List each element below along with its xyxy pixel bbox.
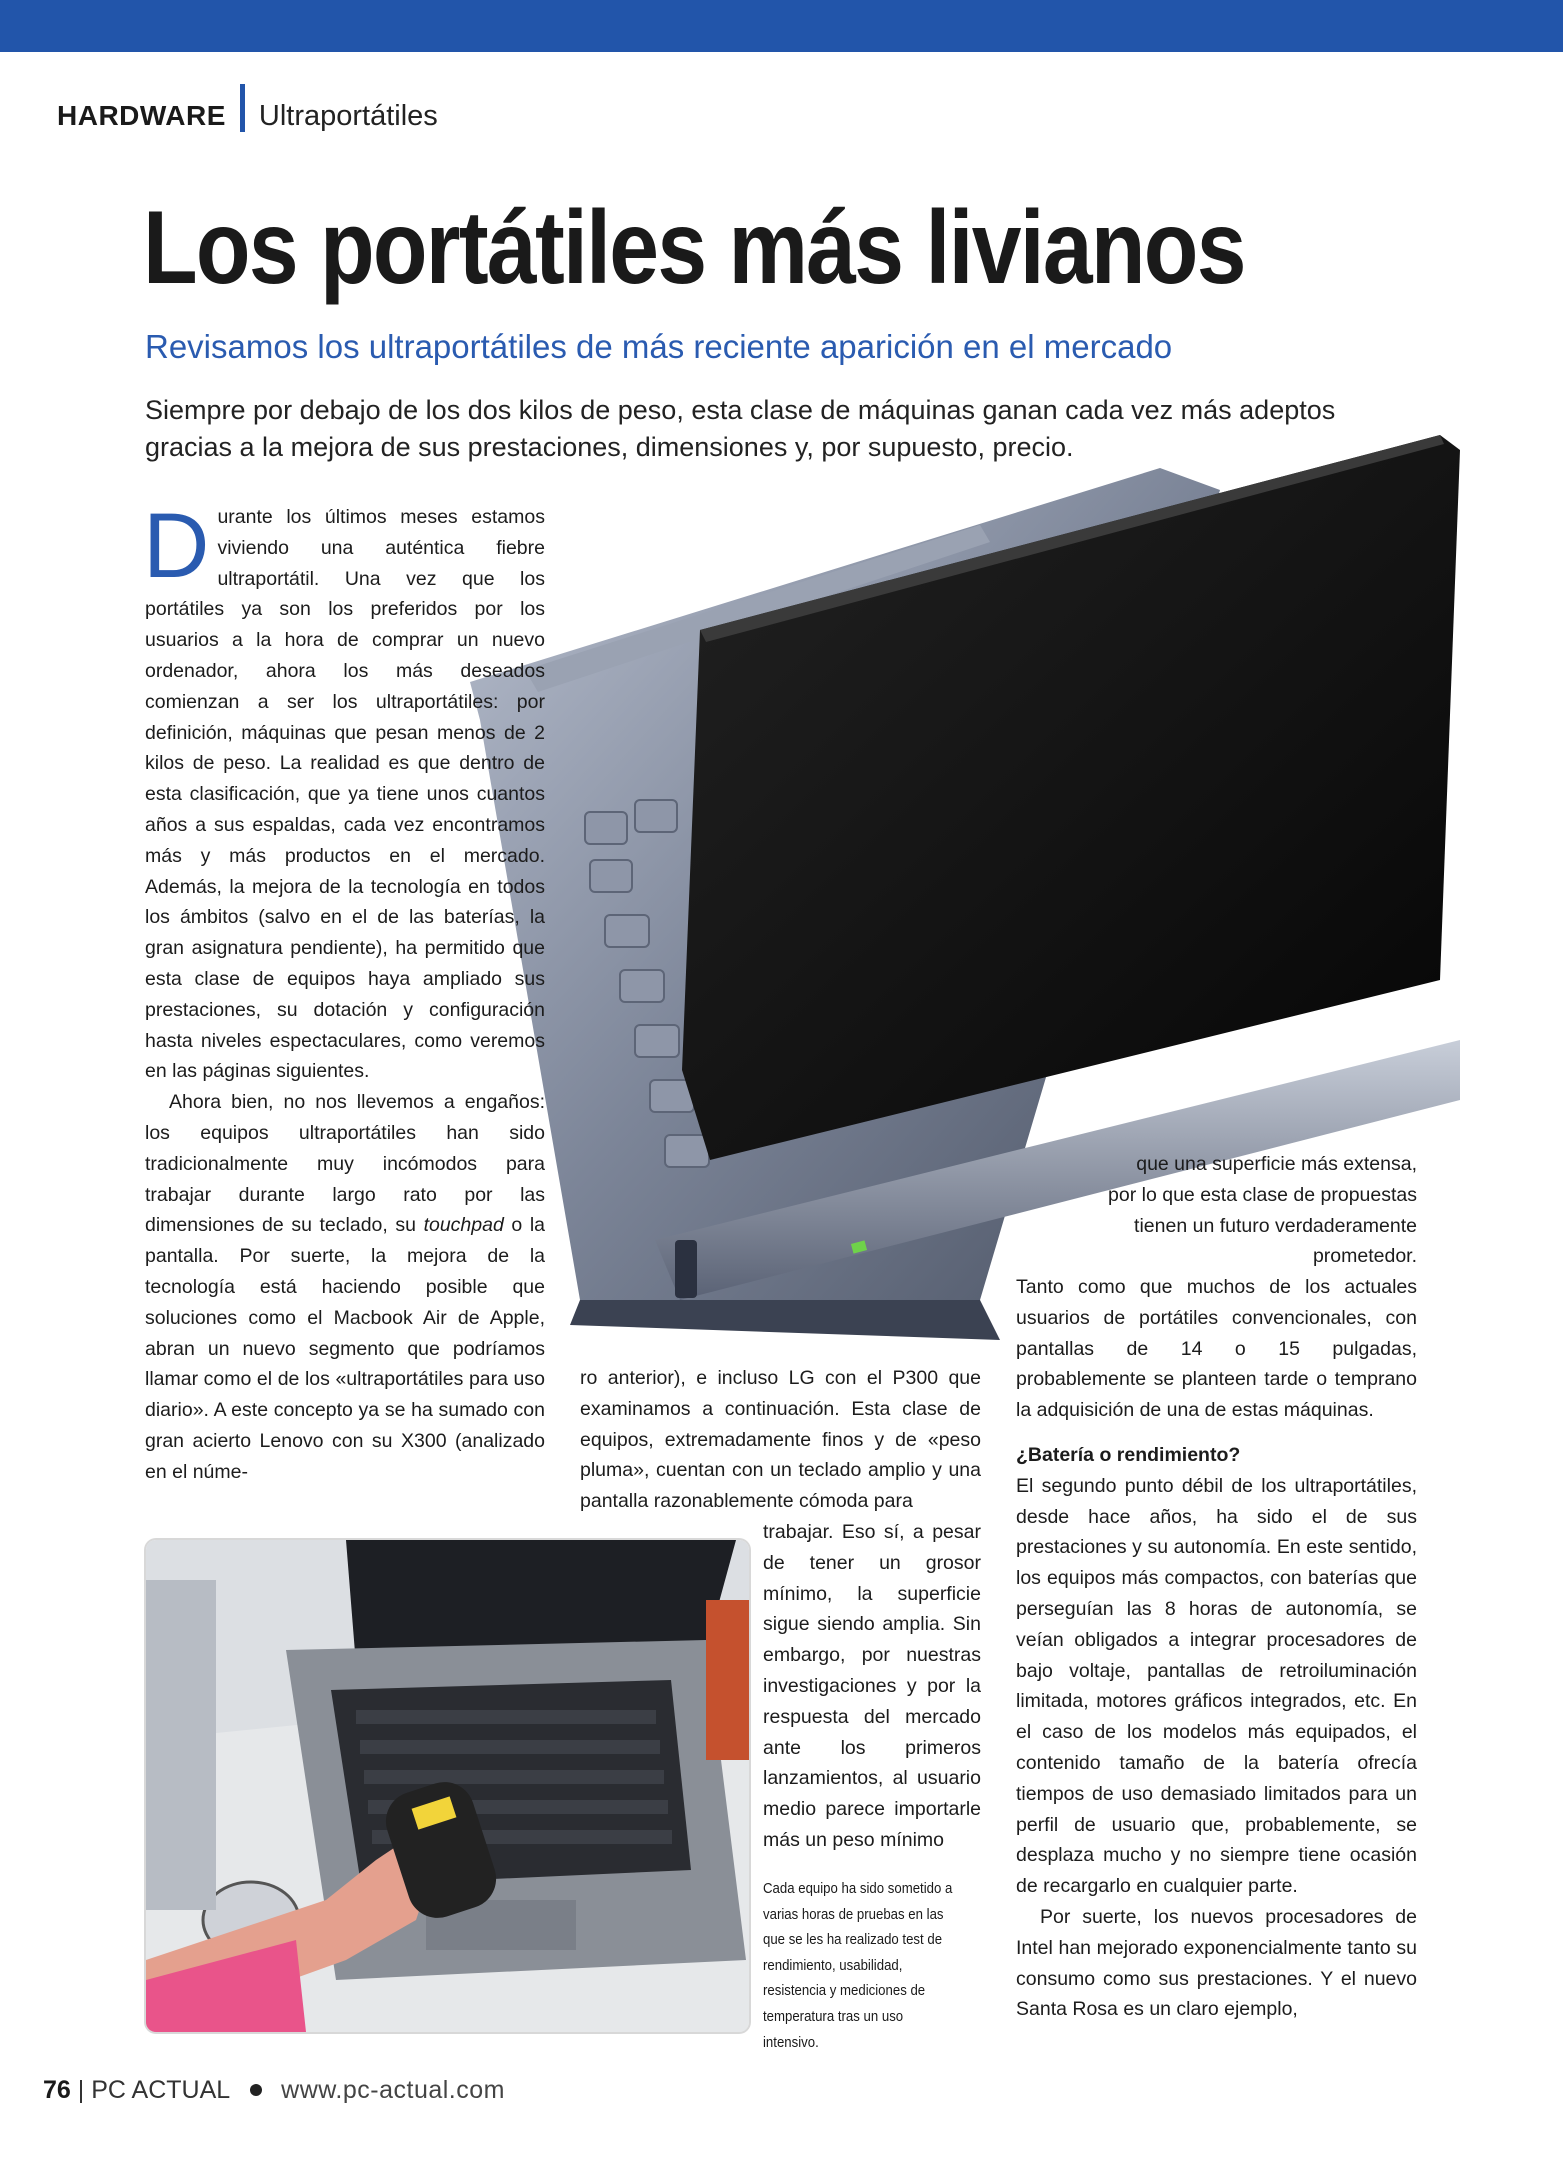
article-subtitle: Revisamos los ultraportátiles de más reciente aparición en el mercado bbox=[145, 328, 1173, 365]
col2-top-text: ro anterior), e incluso LG con el P300 que examinamos a continuación. Esta clase de equipos, extremadamente finos y de «peso pluma», cuentan con un teclado amplio y una pantalla razonablemente cómoda para bbox=[580, 1367, 981, 1513]
column-3 bbox=[1016, 1272, 1417, 2025]
col1-p1-text: urante los últimos meses estamos viviendo una auténtica fiebre ultraportátil. Una vez que los portátiles ya son los preferidos por los usuarios a la hora de comprar un nuevo ordenador, ahora los más deseados comienzan a ser los ultraportátiles: por definición, máquinas que pesan menos de 2 kilos de peso. La realidad es que dentro de esta clasificación, que ya tiene unos cuantos años a sus espaldas, cada vez encontramos más y más productos en el mercado. Además, la mejora de la tecnología en todos los ámbitos (salvo en el de las baterías, la gran asignatura pendiente), ha permitido que esta clase de equipos haya ampliado sus prestaciones, su dotación y configuración hasta niveles espectaculares, como veremos en las páginas siguientes. bbox=[145, 506, 545, 1083]
section-header bbox=[57, 96, 438, 136]
footer-divider: | bbox=[77, 2076, 92, 2104]
col1-p2-text-b: o la pantalla. Por suerte, la mejora de la tecnología está haciendo posible que soluciones como el Macbook Air de Apple, abran un nuevo segmento que podríamos llamar como el de los «ultraportátiles para uso diario». A este concepto ya se ha sumado con gran acierto Lenovo con su X300 (analizado en el núme- bbox=[145, 1214, 545, 1483]
col3-p2: El segundo punto débil de los ultraportátiles, desde hace años, ha sido el de sus prestaciones y su autonomía. En este sentido, los equipos más compactos, con baterías que perseguían las 8 horas de autonomía, se veían obligados a integrar procesadores de bajo voltaje, pantallas de retroiluminación limitada, motores gráficos integrados, etc. En el caso de los modelos más equipados, el contenido tamaño de la batería ofrecía tiempos de uso demasiado limitados para un perfil de usuario que, probablemente, se desplaza mucho y no siempre tiene ocasión de recargarlo en cualquier parte. bbox=[1016, 1474, 1417, 1898]
magazine-url: www.pc-actual.com bbox=[281, 2076, 505, 2104]
testing-photo-image bbox=[146, 1540, 749, 2032]
column-2 bbox=[580, 1363, 981, 1517]
column-1 bbox=[143, 495, 545, 1488]
column-3-wrap bbox=[1016, 1149, 1417, 1272]
section-divider bbox=[240, 84, 245, 132]
bullet-dot-icon bbox=[250, 2084, 262, 2096]
section-heading-bateria: ¿Batería o rendimiento? bbox=[1016, 1443, 1241, 1466]
col1-p2-emphasis: touchpad bbox=[423, 1214, 504, 1237]
article-title: Los portátiles más livianos bbox=[143, 190, 1245, 306]
paragraph-intro bbox=[143, 495, 545, 1087]
col3-p1: Tanto como que muchos de los actuales usuarios de portátiles convencionales, con pantallas de 14 o 15 pulgadas, probablemente se planteen tarde o temprano la adquisición de una de estas máquinas. bbox=[1016, 1276, 1417, 1422]
paragraph-2 bbox=[145, 1087, 545, 1487]
section-label: HARDWARE bbox=[57, 100, 226, 131]
subsection-label: Ultraportátiles bbox=[258, 99, 438, 132]
article-lead: Siempre por debajo de los dos kilos de peso, esta clase de máquinas ganan cada vez más adeptos gracias a la mejora de sus prestaciones, dimensiones y, por supuesto, precio. bbox=[145, 395, 1336, 462]
col3-p3: Por suerte, los nuevos procesadores de Intel han mejorado exponencialmente tanto su consumo como sus prestaciones. Y el nuevo Santa Rosa es un claro ejemplo, bbox=[1016, 1905, 1417, 2021]
dropcap-letter: D bbox=[143, 495, 210, 597]
magazine-name: PC ACTUAL bbox=[91, 2076, 230, 2104]
page-number: 76 bbox=[43, 2076, 71, 2104]
top-color-bar bbox=[0, 0, 1563, 52]
col3-wrap-text: que una superficie más extensa, por lo que esta clase de propuestas tienen un futuro verdaderamente prometedor. bbox=[1108, 1153, 1417, 1268]
column-2-side bbox=[763, 1517, 981, 1856]
page-footer bbox=[43, 2076, 505, 2105]
photo-caption: Cada equipo ha sido sometido a varias horas de pruebas en las que se les ha realizado test de rendimiento, usabilidad, resistencia y mediciones de temperatura tras un uso intensivo. bbox=[763, 1880, 953, 2051]
col1-p2-text-a: Ahora bien, no nos llevemos a engaños: los equipos ultraportátiles han sido tradicionalmente muy incómodos para trabajar durante largo rato por las dimensiones de su teclado, su bbox=[145, 1091, 545, 1237]
col2-side-text: trabajar. Eso sí, a pesar de tener un grosor mínimo, la superficie sigue siendo amplia. Sin embargo, por nuestras investigaciones y por la respuesta del mercado ante los primeros lanzamientos, al usuario medio parece importarle más un peso mínimo bbox=[763, 1521, 981, 1851]
